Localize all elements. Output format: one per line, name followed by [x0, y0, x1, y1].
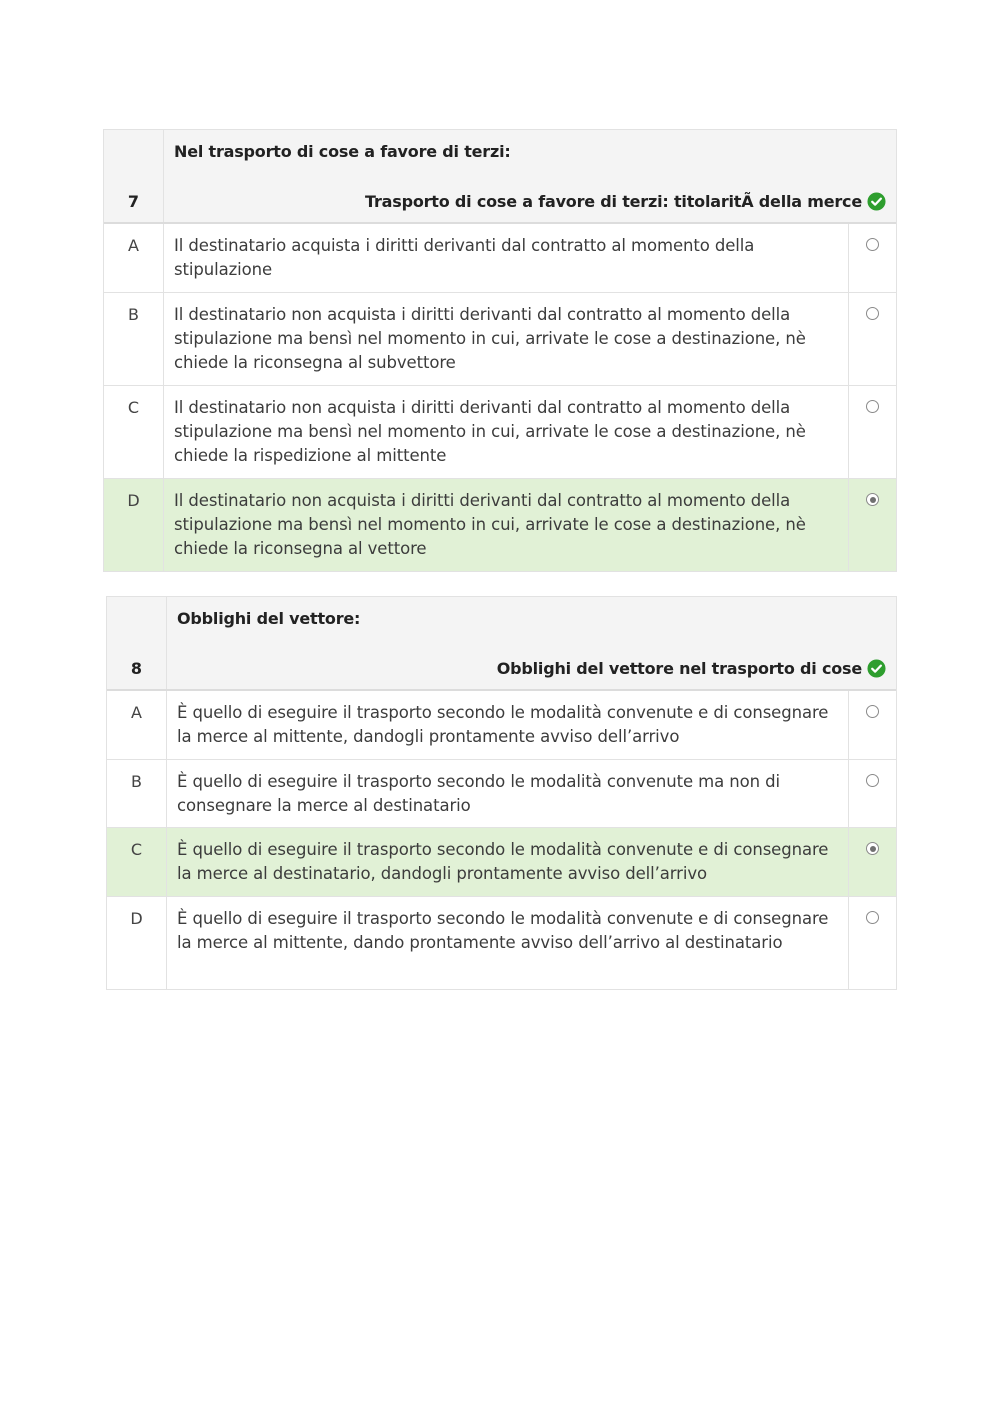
answer-letter: D [104, 479, 164, 571]
answer-text: È quello di eseguire il trasporto secondo le modalità convenute e di consegnare la merce al destinatario, dandogli prontamente avviso dell’arrivo [167, 828, 849, 896]
answer-radio[interactable] [866, 400, 879, 413]
question-header [104, 130, 896, 224]
check-circle-icon [867, 659, 886, 678]
answer-text: Il destinatario acquista i diritti derivanti dal contratto al momento della stipulazione [164, 224, 849, 292]
answer-text: È quello di eseguire il trasporto secondo le modalità convenute e di consegnare la merce al mittente, dandogli prontamente avviso dell’arrivo [167, 691, 849, 759]
topic-label: Obblighi del vettore nel trasporto di cose [496, 659, 862, 678]
answer-text: Il destinatario non acquista i diritti derivanti dal contratto al momento della stipulazione ma bensì nel momento in cui, arrivate le cose a destinazione, nè chiede la riconsegna al vettore [164, 479, 849, 571]
question-topic [497, 659, 886, 678]
answer-text: È quello di eseguire il trasporto secondo le modalità convenute ma non di consegnare la merce al destinatario [167, 760, 849, 827]
answer-radio[interactable] [866, 307, 879, 320]
answer-row-c[interactable] [107, 828, 896, 897]
question-body [167, 597, 896, 689]
answer-letter: B [104, 293, 164, 385]
question-topic [365, 192, 886, 211]
answer-row-a[interactable] [107, 691, 896, 760]
answer-letter: C [104, 386, 164, 478]
answer-radio-selected[interactable] [866, 842, 879, 855]
question-text: Obblighi del vettore: [177, 609, 361, 628]
question-header [107, 597, 896, 691]
answer-text: Il destinatario non acquista i diritti derivanti dal contratto al momento della stipulazione ma bensì nel momento in cui, arrivate le cose a destinazione, nè chiede la rispedizione al mittente [164, 386, 849, 478]
question-body [164, 130, 896, 222]
answer-row-c[interactable] [104, 386, 896, 479]
check-circle-icon [867, 192, 886, 211]
answer-radio[interactable] [866, 774, 879, 787]
question-card-8 [106, 596, 897, 990]
question-number: 7 [104, 130, 164, 222]
answer-row-b[interactable] [107, 760, 896, 828]
answer-row-b[interactable] [104, 293, 896, 386]
answer-radio[interactable] [866, 705, 879, 718]
answer-radio-selected[interactable] [866, 493, 879, 506]
answer-letter: B [107, 760, 167, 827]
question-card-7 [103, 129, 897, 572]
answer-row-d[interactable] [104, 479, 896, 571]
answer-letter: A [104, 224, 164, 292]
question-number: 8 [107, 597, 167, 689]
topic-label: Trasporto di cose a favore di terzi: titolaritÃ della merce [365, 192, 862, 211]
answer-letter: D [107, 897, 167, 989]
answer-row-a[interactable] [104, 224, 896, 293]
answer-radio[interactable] [866, 238, 879, 251]
answer-letter: A [107, 691, 167, 759]
answer-row-d[interactable] [107, 897, 896, 989]
question-text: Nel trasporto di cose a favore di terzi: [174, 142, 511, 161]
answer-text: Il destinatario non acquista i diritti derivanti dal contratto al momento della stipulazione ma bensì nel momento in cui, arrivate le cose a destinazione, nè chiede la riconsegna al subvettore [164, 293, 849, 385]
answer-text: È quello di eseguire il trasporto secondo le modalità convenute e di consegnare la merce al mittente, dando prontamente avviso dell’arrivo al destinatario [167, 897, 849, 989]
answer-radio[interactable] [866, 911, 879, 924]
answer-letter: C [107, 828, 167, 896]
